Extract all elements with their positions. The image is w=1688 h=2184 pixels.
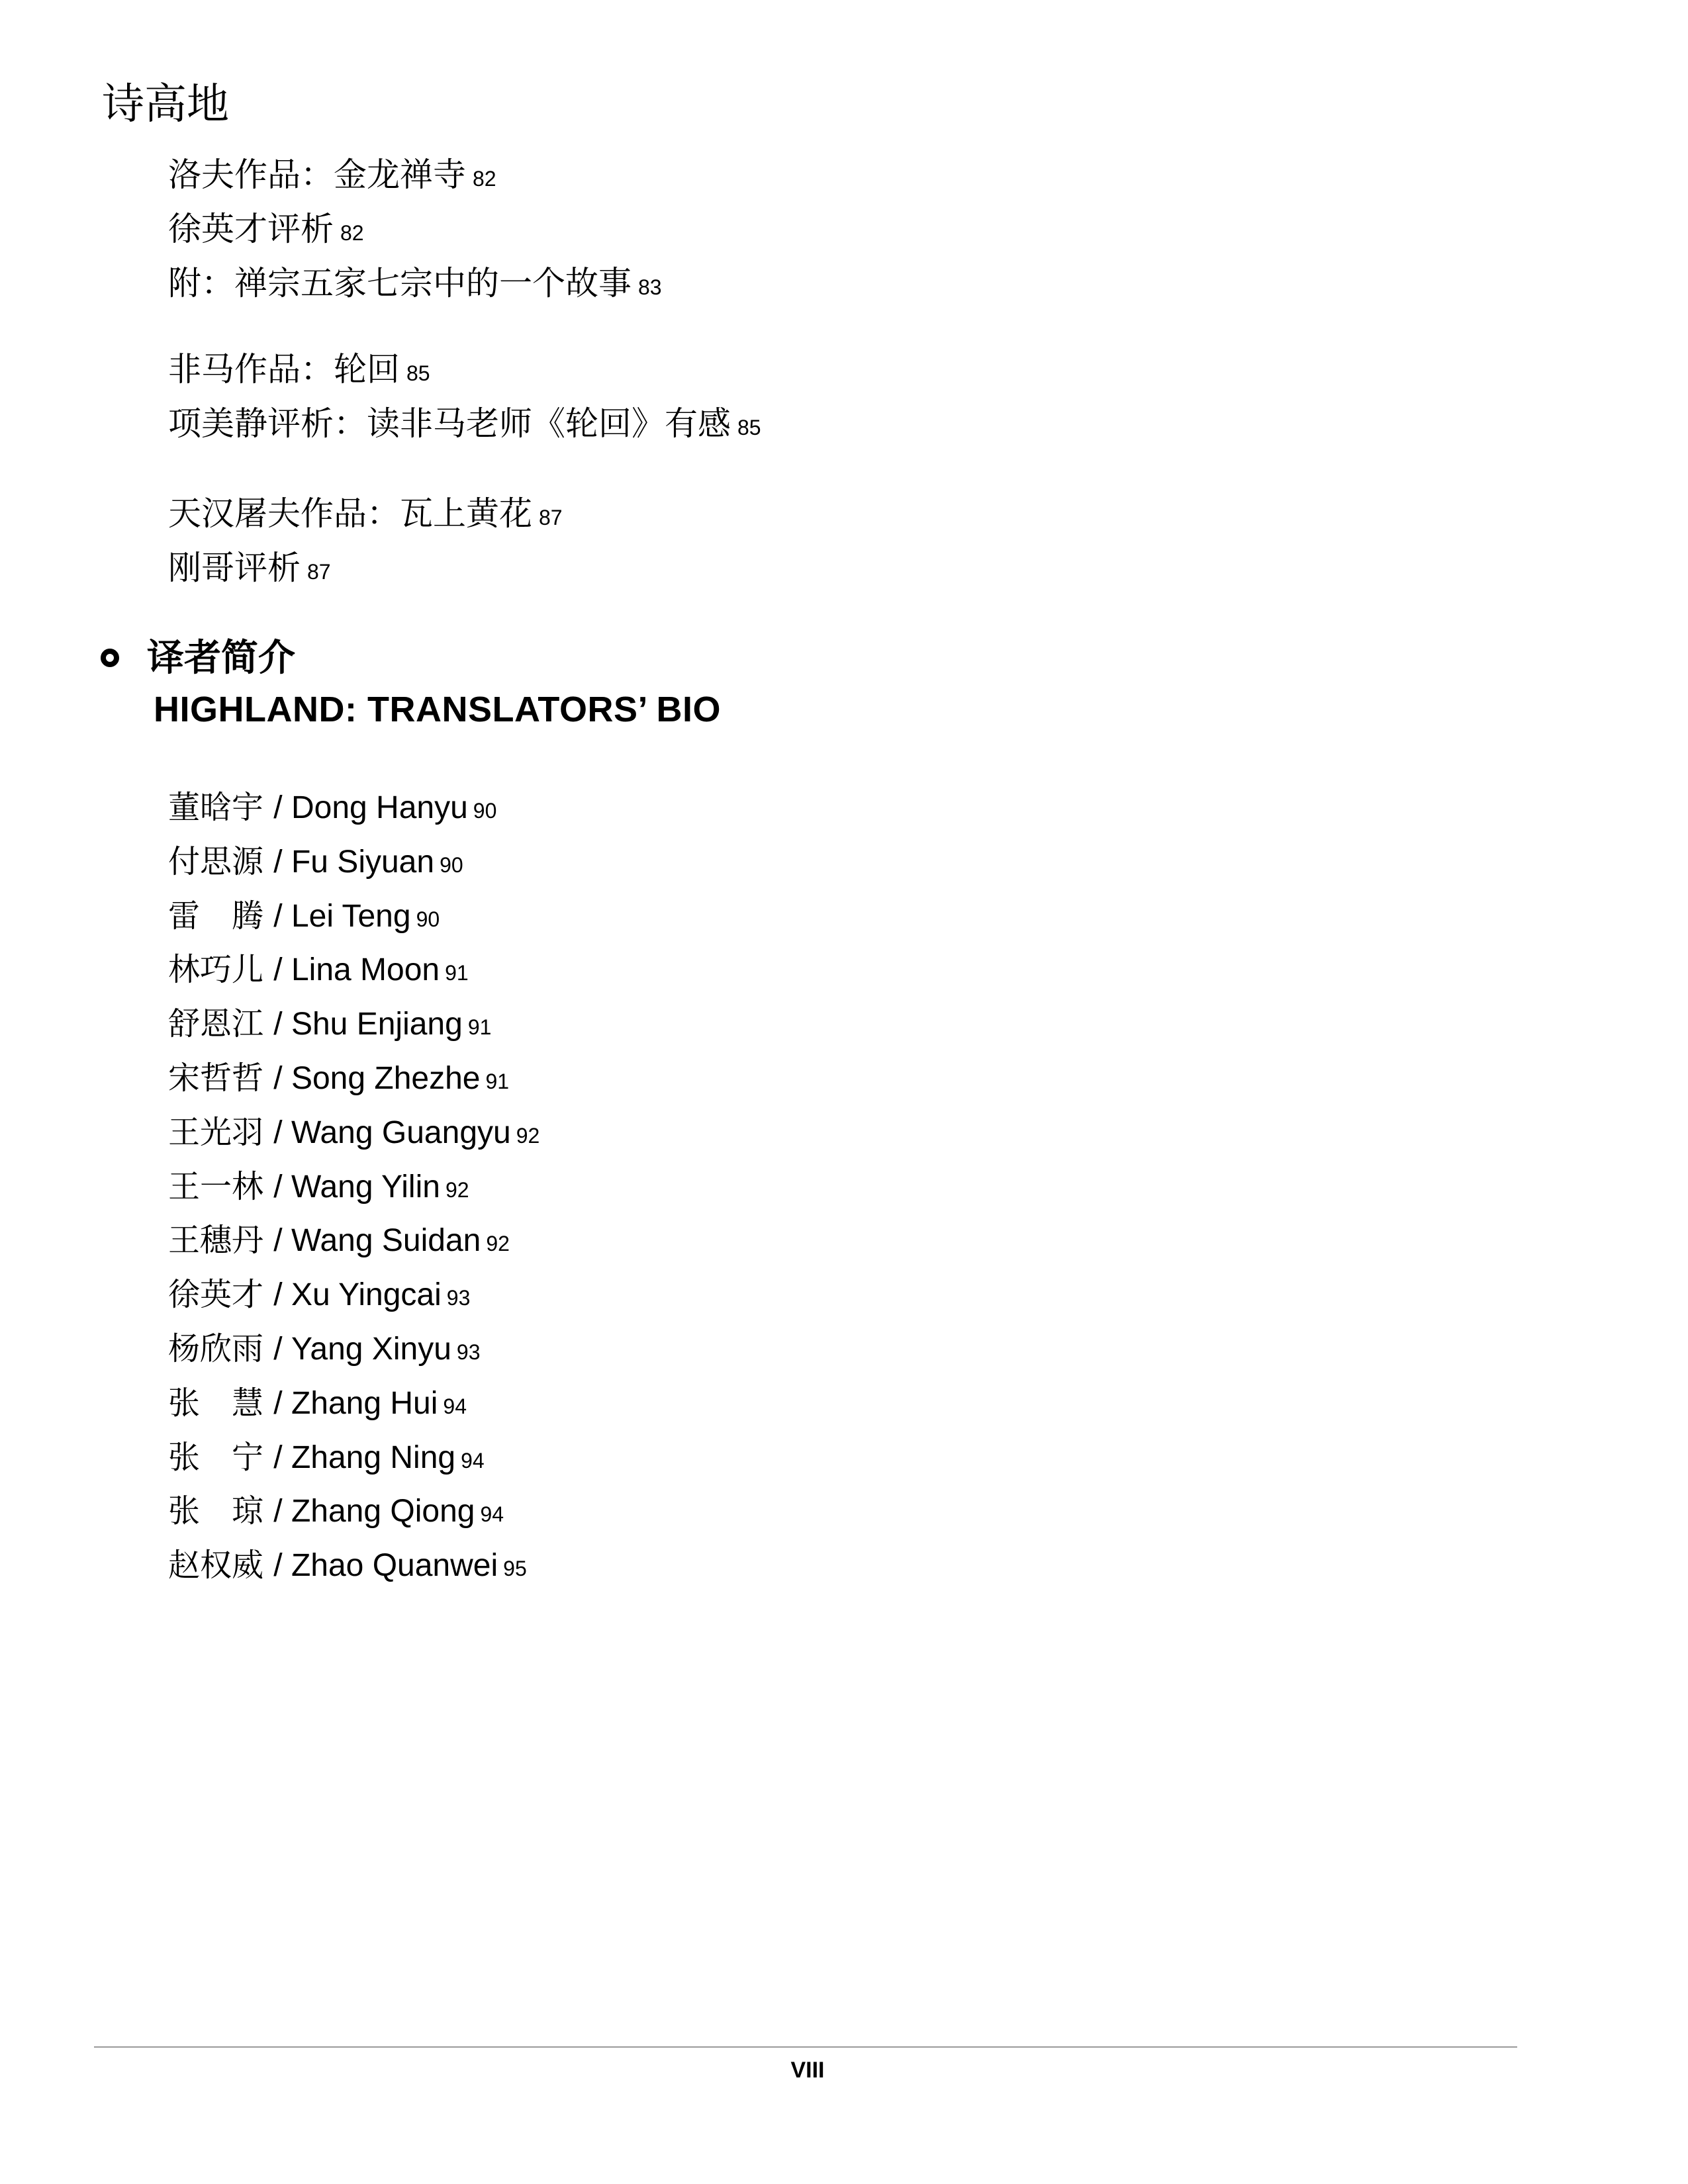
- translator-name-en: / Xu Yingcai: [273, 1277, 442, 1313]
- translator-page: 90: [440, 852, 463, 877]
- toc-entry-title: 刚哥评析: [168, 549, 301, 587]
- toc-entry-page: 85: [406, 361, 430, 385]
- toc-entry-page: 83: [638, 275, 662, 299]
- translator-name-en: / Song Zhezhe: [273, 1060, 481, 1096]
- translator-page: 95: [503, 1557, 527, 1581]
- translator-entry[interactable]: [168, 782, 539, 837]
- translator-name-cn: 赵权威: [168, 1547, 264, 1584]
- toc-entry-title: 非马作品：轮回: [168, 350, 400, 388]
- translator-name-cn: 王穗丹: [168, 1222, 264, 1259]
- translator-page: 94: [443, 1394, 467, 1418]
- translator-name-en: / Shu Enjiang: [273, 1007, 463, 1042]
- translator-name-en: / Lina Moon: [273, 952, 440, 988]
- toc-group-feima: [168, 344, 761, 453]
- translator-name-cn: 宋哲哲: [168, 1059, 264, 1097]
- translator-page: 91: [485, 1069, 510, 1093]
- translator-name-cn: 杨欣雨: [168, 1330, 264, 1367]
- translator-name-cn: 雷 腾: [168, 897, 264, 934]
- translator-entry[interactable]: [168, 837, 539, 891]
- translator-entry[interactable]: [168, 891, 539, 945]
- circle-bullet-icon: [101, 649, 119, 667]
- toc-group-tianhan: [168, 488, 563, 597]
- translator-name-en: / Wang Yilin: [273, 1169, 440, 1205]
- translator-page: 91: [467, 1015, 492, 1040]
- translator-name-cn: 舒恩江: [168, 1005, 264, 1043]
- translator-entry[interactable]: [168, 1486, 539, 1540]
- toc-entry-page: 82: [473, 167, 496, 191]
- translator-page: 93: [456, 1340, 481, 1364]
- translator-entry[interactable]: [168, 1215, 539, 1269]
- translator-page: 93: [446, 1286, 471, 1310]
- translator-entry[interactable]: [168, 1378, 539, 1432]
- translator-name-cn: 徐英才: [168, 1276, 264, 1314]
- translator-page: 92: [486, 1232, 510, 1256]
- translator-name-en: / Wang Guangyu: [273, 1115, 511, 1150]
- toc-entry-title: 徐英才评析: [168, 210, 334, 248]
- footer-page-number: VIII: [790, 2058, 825, 2083]
- toc-entry[interactable]: [168, 344, 761, 398]
- translator-entry[interactable]: [168, 1161, 539, 1216]
- translator-page: 94: [461, 1448, 485, 1473]
- translator-name-cn: 王一林: [168, 1167, 264, 1205]
- translator-entry[interactable]: [168, 1324, 539, 1378]
- translator-page: 90: [473, 799, 497, 823]
- translator-name-cn: 张 宁: [168, 1438, 264, 1476]
- toc-entry[interactable]: [168, 398, 761, 453]
- translator-name-en: / Zhang Ning: [273, 1439, 456, 1475]
- toc-entry-title: 项美静评析：读非马老师《轮回》有感: [168, 404, 731, 443]
- toc-entry-title: 洛夫作品：金龙禅寺: [168, 156, 466, 194]
- translator-entry[interactable]: [168, 1432, 539, 1486]
- translator-name-en: / Zhao Quanwei: [273, 1548, 498, 1584]
- translator-entry[interactable]: [168, 1107, 539, 1161]
- translator-entry[interactable]: [168, 1540, 539, 1594]
- translator-name-cn: 付思源: [168, 842, 264, 880]
- toc-entry-title: 天汉屠夫作品：瓦上黄花: [168, 494, 532, 533]
- section-title: 诗高地: [102, 80, 229, 129]
- translator-name-en: / Lei Teng: [273, 898, 411, 934]
- toc-entry[interactable]: [168, 488, 563, 543]
- toc-entry-page: 87: [539, 506, 563, 529]
- translator-page: 92: [445, 1177, 469, 1202]
- toc-entry[interactable]: [168, 150, 662, 204]
- translator-entry[interactable]: [168, 944, 539, 999]
- translator-entry[interactable]: [168, 1053, 539, 1107]
- translator-name-cn: 王光羽: [168, 1113, 264, 1151]
- toc-entry[interactable]: [168, 258, 662, 312]
- translator-name-en: / Zhang Qiong: [273, 1494, 475, 1529]
- translator-page: 92: [516, 1123, 540, 1148]
- translator-name-cn: 张 琼: [168, 1492, 264, 1530]
- translators-heading-en: HIGHLAND: TRANSLATORS’ BIO: [154, 690, 721, 729]
- toc-entry-page: 82: [340, 221, 364, 245]
- translator-page: 90: [416, 907, 440, 931]
- toc-entry[interactable]: [168, 204, 662, 258]
- translator-page: 91: [445, 961, 469, 985]
- toc-entry-title: 附：禅宗五家七宗中的一个故事: [168, 264, 632, 302]
- translator-name-en: / Zhang Hui: [273, 1385, 438, 1421]
- translator-list: [168, 782, 539, 1594]
- translator-name-cn: 林巧儿: [168, 951, 264, 989]
- translator-page: 94: [480, 1502, 504, 1527]
- toc-entry-page: 85: [737, 416, 761, 439]
- toc-group-luofu: [168, 150, 662, 312]
- translator-entry[interactable]: [168, 999, 539, 1053]
- toc-entry[interactable]: [168, 543, 563, 597]
- translator-name-en: / Fu Siyuan: [273, 844, 435, 880]
- translator-entry[interactable]: [168, 1269, 539, 1324]
- translator-name-en: / Yang Xinyu: [273, 1331, 451, 1367]
- translator-name-en: / Wang Suidan: [273, 1223, 481, 1259]
- translator-name-cn: 董晗宇: [168, 789, 264, 826]
- translators-heading-cn: 译者简介: [147, 636, 295, 680]
- footer-divider: [94, 2046, 1517, 2048]
- translator-name-en: / Dong Hanyu: [273, 790, 468, 825]
- toc-entry-page: 87: [307, 560, 331, 584]
- translator-name-cn: 张 慧: [168, 1384, 264, 1422]
